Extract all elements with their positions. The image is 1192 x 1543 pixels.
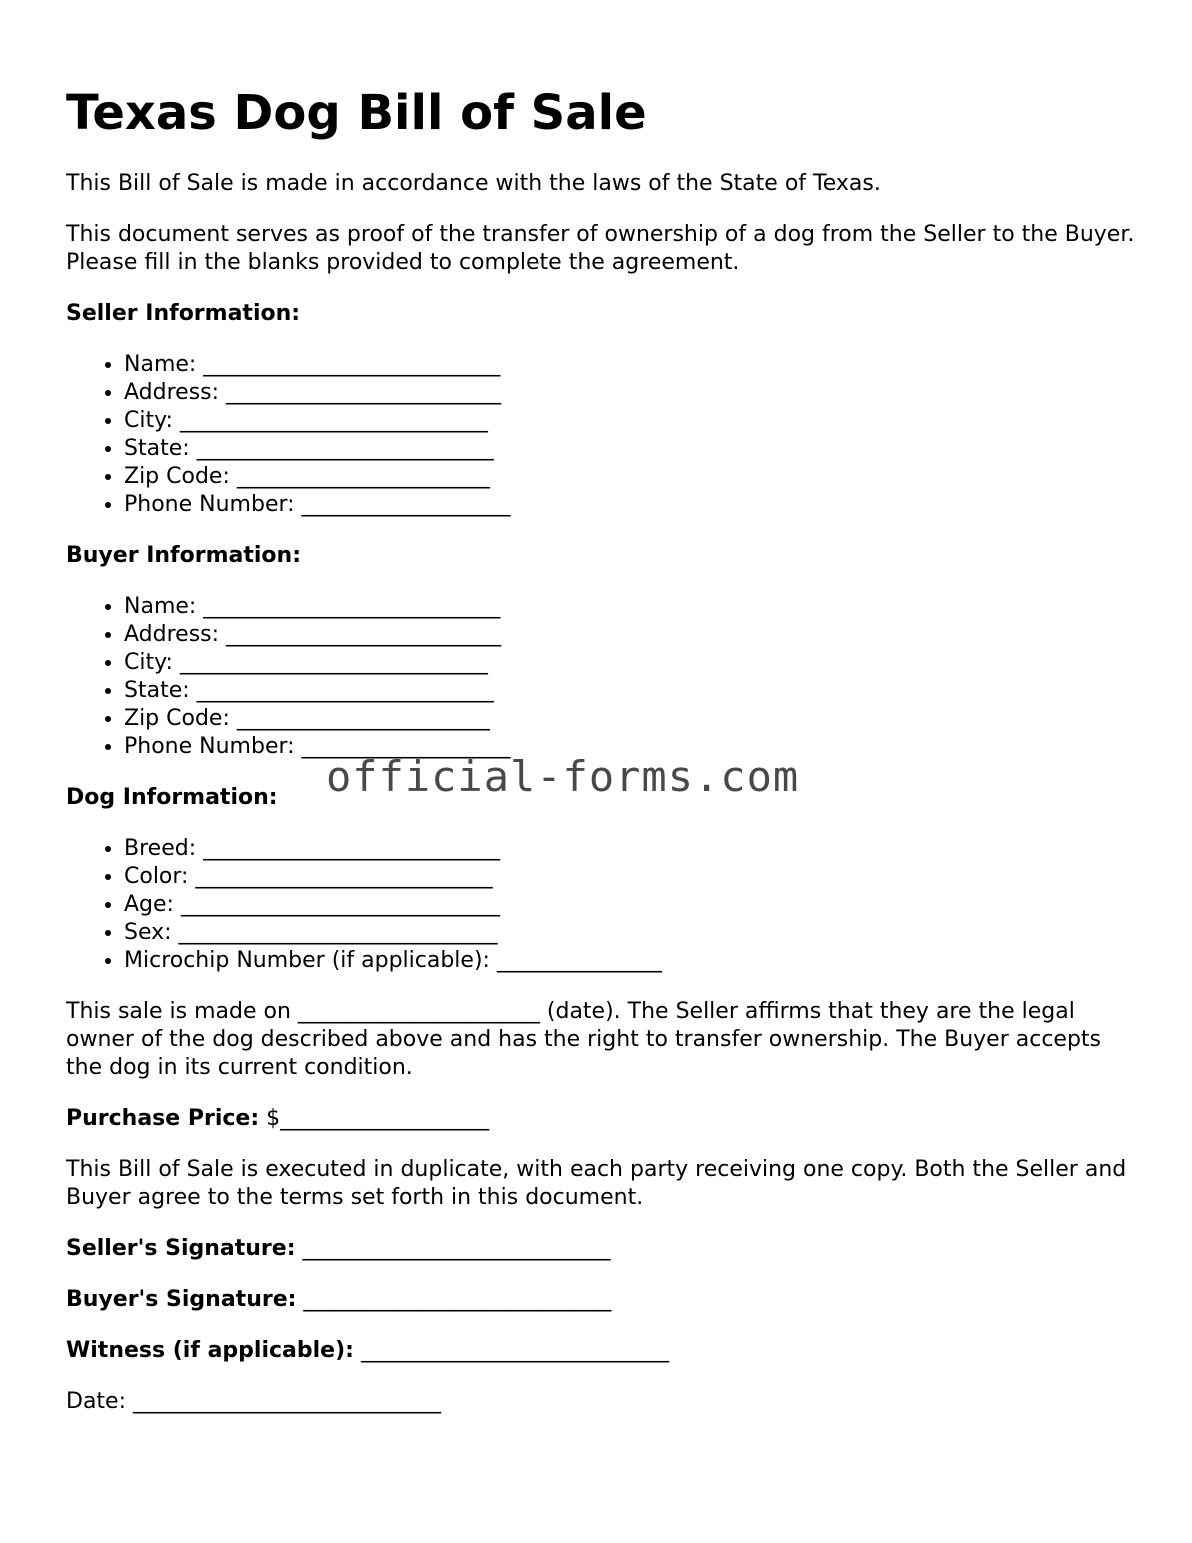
dog-heading: Dog Information: xyxy=(66,785,278,810)
buyer-city-field[interactable]: • City: ____________________________ xyxy=(124,649,1136,677)
dog-breed-field[interactable]: • Breed: ___________________________ xyxy=(124,835,1136,863)
buyer-address-field[interactable]: • Address: _________________________ xyxy=(124,621,1136,649)
purchase-price-field[interactable]: $___________________ xyxy=(266,1106,490,1131)
seller-zip-field[interactable]: • Zip Code: _______________________ xyxy=(124,463,1136,491)
buyer-signature-line xyxy=(66,1286,1136,1314)
seller-heading: Seller Information: xyxy=(66,301,301,326)
witness-label: Witness (if applicable): xyxy=(66,1338,354,1363)
duplicate-paragraph: This Bill of Sale is executed in duplicate, with each party receiving one copy. Both the Seller and Buyer agree to the terms set forth in this document. xyxy=(66,1157,1127,1210)
date-field[interactable]: Date: ____________________________ xyxy=(66,1389,441,1414)
buyer-state-field[interactable]: • State: ___________________________ xyxy=(124,677,1136,705)
buyer-fields-list xyxy=(66,593,1136,761)
seller-name-field[interactable]: • Name: ___________________________ xyxy=(124,351,1136,379)
seller-phone-field[interactable]: • Phone Number: ___________________ xyxy=(124,491,1136,519)
intro-paragraph-purpose: This document serves as proof of the transfer of ownership of a dog from the Seller to the Buyer. Please fill in the blanks provided to complete the agreement. xyxy=(66,222,1135,275)
purchase-price-label: Purchase Price: xyxy=(66,1106,260,1131)
witness-field[interactable]: ____________________________ xyxy=(360,1338,669,1363)
seller-fields-list xyxy=(66,351,1136,519)
dog-color-field[interactable]: • Color: ___________________________ xyxy=(124,863,1136,891)
seller-city-field[interactable]: • City: ____________________________ xyxy=(124,407,1136,435)
buyer-name-field[interactable]: • Name: ___________________________ xyxy=(124,593,1136,621)
witness-line xyxy=(66,1337,1136,1365)
seller-state-field[interactable]: • State: ___________________________ xyxy=(124,435,1136,463)
buyer-signature-field[interactable]: ____________________________ xyxy=(303,1287,612,1312)
dog-age-field[interactable]: • Age: _____________________________ xyxy=(124,891,1136,919)
sale-terms-paragraph: This sale is made on ______________________ (date). The Seller affirms that they are the legal owner of the dog described above and has the right to transfer ownership. The Buyer accepts the dog in its current condition. xyxy=(66,999,1102,1080)
seller-signature-line xyxy=(66,1235,1136,1263)
watermark: official-forms.com xyxy=(326,752,800,801)
buyer-zip-field[interactable]: • Zip Code: _______________________ xyxy=(124,705,1136,733)
purchase-price-line xyxy=(66,1105,1136,1133)
buyer-signature-label: Buyer's Signature: xyxy=(66,1287,297,1312)
buyer-heading: Buyer Information: xyxy=(66,543,301,568)
dog-sex-field[interactable]: • Sex: _____________________________ xyxy=(124,919,1136,947)
seller-address-field[interactable]: • Address: _________________________ xyxy=(124,379,1136,407)
dog-microchip-field[interactable]: • Microchip Number (if applicable): _______________ xyxy=(124,947,1136,975)
dog-fields-list xyxy=(66,835,1136,975)
intro-paragraph-law: This Bill of Sale is made in accordance with the laws of the State of Texas. xyxy=(66,171,881,196)
buyer-phone-field[interactable]: • Phone Number: ___________________ xyxy=(124,733,1136,761)
seller-signature-label: Seller's Signature: xyxy=(66,1236,296,1261)
document-title: Texas Dog Bill of Sale xyxy=(66,85,647,141)
seller-signature-field[interactable]: ____________________________ xyxy=(302,1236,611,1261)
